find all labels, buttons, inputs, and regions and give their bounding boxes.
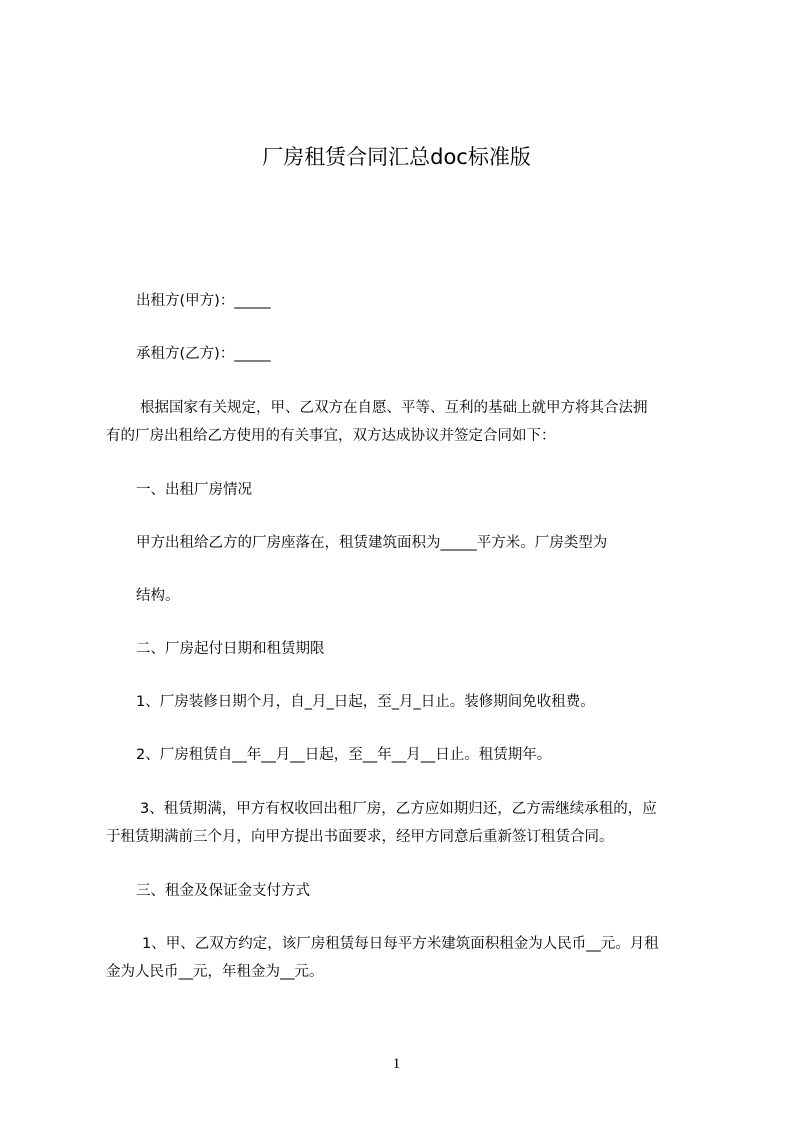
lessor-line: 出租方(甲方)：_____	[136, 293, 271, 309]
section-3-item-1-line-1: 1、甲、乙双方约定，该厂房租赁每日每平方米建筑面积租金为人民币__元。月租	[142, 936, 659, 952]
page-number: 1	[392, 1056, 401, 1072]
section-2-item-3-line-1: 3、租赁期满，甲方有权收回出租厂房，乙方应如期归还，乙方需继续承租的，应	[140, 801, 657, 817]
section-2-item-3-line-2: 于租赁期满前三个月，向甲方提出书面要求，经甲方同意后重新签订租赁合同。	[106, 829, 614, 845]
document-title: 厂房租赁合同汇总doc标准版	[262, 145, 531, 169]
intro-paragraph-line-2: 有的厂房出租给乙方使用的有关事宜，双方达成协议并签定合同如下：	[106, 428, 556, 444]
section-1-line-1: 甲方出租给乙方的厂房座落在，租赁建筑面积为_____平方米。厂房类型为	[136, 535, 608, 551]
section-1-heading: 一、出租厂房情况	[136, 482, 252, 498]
lessee-line: 承租方(乙方)：_____	[136, 346, 271, 362]
section-2-item-2: 2、厂房租赁自__年__月__日起，至__年__月__日止。租赁期年。	[136, 747, 552, 763]
section-1-line-2: 结构。	[136, 588, 180, 604]
section-3-item-1-line-2: 金为人民币__元，年租金为__元。	[106, 964, 324, 980]
intro-paragraph-line-1: 根据国家有关规定，甲、乙双方在自愿、平等、互利的基础上就甲方将其合法拥	[140, 400, 648, 416]
section-2-heading: 二、厂房起付日期和租赁期限	[136, 641, 325, 657]
section-3-heading: 三、租金及保证金支付方式	[136, 883, 310, 899]
section-2-item-1: 1、厂房装修日期个月，自_月_日起，至_月_日止。装修期间免收租费。	[136, 694, 595, 710]
